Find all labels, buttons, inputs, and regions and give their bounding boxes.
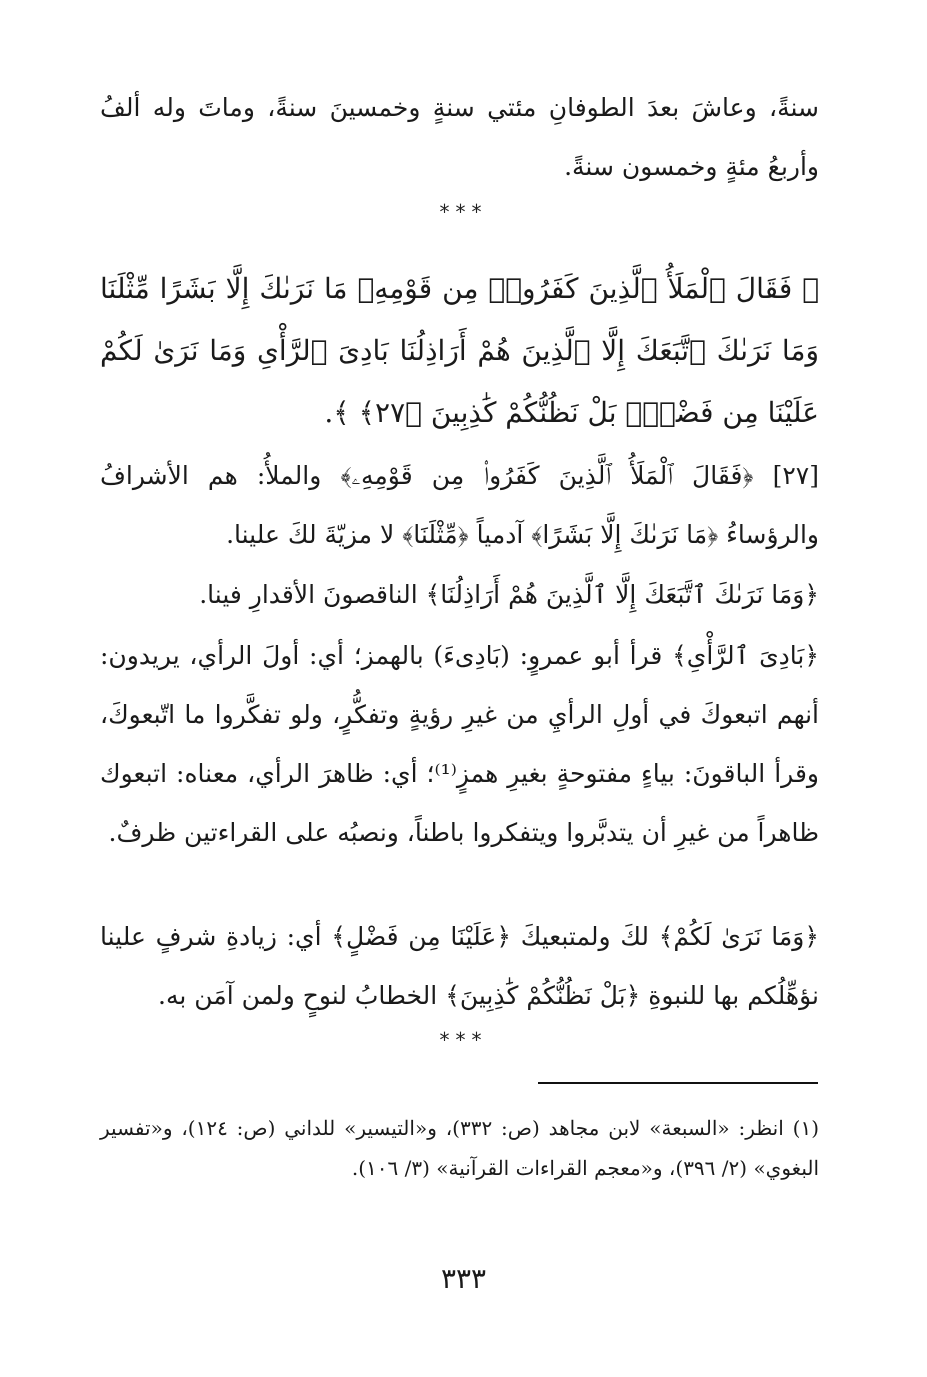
paragraph-nuh-lifespan: سنةً، وعاشَ بعدَ الطوفانِ مئتي سنةٍ وخمسينَ سنةً، وماتَ وله ألفُ وأربعُ مئةٍ وخمسون سنةً. [100, 93, 819, 181]
section-separator-stars: *** [439, 200, 488, 224]
footnote-divider [538, 1082, 818, 1084]
tafsir-paragraph-badi-al-ray: ﴿بَادِىَ ٱلرَّأْىِ﴾ قرأ أبو عمروٍ: (بَادِىءَ) بالهمز؛ أي: أولَ الرأي، يريدون: أنهم اتبعوكَ في أولِ الرأيِ من غيرِ رؤيةٍ وتفكُّرٍ، ولو تفكَّروا ما اتّبعوكَ، وقرأ الباقونَ: بياءٍ مفتوحةٍ بغيرِ همزٍ⁽¹⁾؛ أي: ظاهرَ الرأي، معناه: اتبعوك ظاهراً من غيرِ أن يتدبَّروا ويتفكروا باطناً، ونصبُه على القراءتين ظرفٌ. [100, 641, 820, 847]
section-separator-stars: *** [439, 1028, 488, 1052]
page-number: ٣٣٣ [440, 1262, 487, 1295]
footnote-1: (١) انظر: «السبعة» لابن مجاهد (ص: ٣٣٢)، و«التيسير» للداني (ص: ١٢٤)، و«تفسير البغوي» (٢/ ٣٩٦)، و«معجم القراءات القرآنية» (٣/ ١٠٦). [100, 1116, 819, 1180]
tafsir-paragraph-fadl: ﴿وَمَا نَرَىٰ لَكُمْ﴾ لكَ ولمتبعيكَ ﴿عَلَيْنَا مِن فَضْلٍ﴾ أي: زيادةِ شرفٍ علينا نؤهِّلُكم بها للنبوةِ ﴿بَلْ نَظُنُّكُمْ كَٰذِبِينَ﴾ الخطابُ لنوحٍ ولمن آمَن به. [100, 922, 819, 1010]
quran-verse-block: ﴿ فَقَالَ ٱلْمَلَأُ ٱلَّذِينَ كَفَرُوا۟ مِن قَوْمِهِۦ مَا نَرَىٰكَ إِلَّا بَشَرًا مِّثْلَنَا وَمَا نَرَىٰكَ ٱتَّبَعَكَ إِلَّا ٱلَّذِينَ هُمْ أَرَاذِلُنَا بَادِىَ ٱلرَّأْىِ وَمَا نَرَىٰ لَكُمْ عَلَيْنَا مِن فَضْلٍۭ بَلْ نَظُنُّكُمْ كَٰذِبِينَ ﴿٢٧﴾ ﴾. [100, 272, 819, 429]
tafsir-paragraph-aradhiluna: ﴿وَمَا نَرَىٰكَ ٱتَّبَعَكَ إِلَّا ٱلَّذِينَ هُمْ أَرَاذِلُنَا﴾ الناقصونَ الأقدارِ فينا. [199, 580, 819, 609]
tafsir-paragraph-verse-27: [٢٧] ﴿فَقَالَ ٱلْمَلَأُ ٱلَّذِينَ كَفَرُوا۟ مِن قَوْمِهِۦ﴾ والملأُ: هم الأشرافُ والرؤساءُ ﴿مَا نَرَىٰكَ إِلَّا بَشَرًا﴾ آدمياً ﴿مِّثْلَنَا﴾ لا مزيّةَ لكَ علينا. [100, 461, 819, 549]
